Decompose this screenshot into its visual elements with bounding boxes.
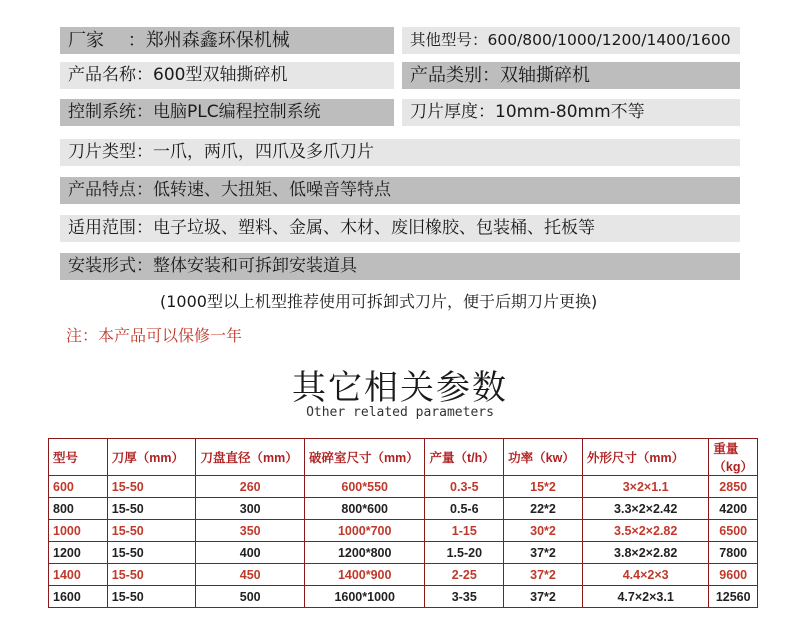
parameters-table xyxy=(48,438,758,608)
cell-blade-thickness: 15-50 xyxy=(107,520,196,542)
warranty-note: 注：本产品可以保修一年 xyxy=(66,326,243,345)
manufacturer-bar xyxy=(60,27,394,54)
cell-output: 2-25 xyxy=(425,564,504,586)
cell-weight: 12560 xyxy=(709,586,758,608)
cell-dimensions: 3.5×2×2.82 xyxy=(582,520,709,542)
cell-disc-diameter: 260 xyxy=(196,476,304,498)
cell-blade-thickness: 15-50 xyxy=(107,564,196,586)
cell-chamber-size: 1600*1000 xyxy=(304,586,425,608)
cell-chamber-size: 800*600 xyxy=(304,498,425,520)
product-category-bar xyxy=(402,62,740,89)
cell-blade-thickness: 15-50 xyxy=(107,476,196,498)
section-title: 其它相关参数 xyxy=(292,368,508,408)
header-blade-thickness: 刀厚（mm） xyxy=(107,439,196,476)
cell-chamber-size: 1200*800 xyxy=(304,542,425,564)
header-disc-diameter: 刀盘直径（mm） xyxy=(196,439,304,476)
cell-weight: 4200 xyxy=(709,498,758,520)
table-row xyxy=(49,498,758,520)
blade-type-bar xyxy=(60,139,740,166)
cell-dimensions: 3×2×1.1 xyxy=(582,476,709,498)
cell-power: 37*2 xyxy=(504,586,583,608)
cell-blade-thickness: 15-50 xyxy=(107,586,196,608)
other-models-bar xyxy=(402,27,740,54)
table-header-row xyxy=(49,439,758,476)
blade-type-text: 刀片类型：一爪，两爪，四爪及多爪刀片 xyxy=(68,142,374,162)
cell-dimensions: 3.3×2×2.42 xyxy=(582,498,709,520)
header-output: 产量（t/h） xyxy=(425,439,504,476)
table-row xyxy=(49,542,758,564)
control-system-bar xyxy=(60,99,394,126)
installation-text: 安装形式：整体安装和可拆卸安装道具 xyxy=(68,256,357,276)
control-system-text: 控制系统：电脑PLC编程控制系统 xyxy=(68,102,321,122)
other-models-text: 其他型号：600/800/1000/1200/1400/1600 xyxy=(410,31,731,49)
table-row xyxy=(49,520,758,542)
features-bar xyxy=(60,177,740,204)
product-name-text: 产品名称：600型双轴撕碎机 xyxy=(68,65,288,85)
table-row xyxy=(49,564,758,586)
cell-chamber-size: 1400*900 xyxy=(304,564,425,586)
cell-output: 0.3-5 xyxy=(425,476,504,498)
cell-dimensions: 4.4×2×3 xyxy=(582,564,709,586)
cell-disc-diameter: 300 xyxy=(196,498,304,520)
cell-model: 600 xyxy=(49,476,108,498)
cell-chamber-size: 600*550 xyxy=(304,476,425,498)
cell-disc-diameter: 350 xyxy=(196,520,304,542)
application-text: 适用范围：电子垃圾、塑料、金属、木材、废旧橡胶、包装桶、托板等 xyxy=(68,218,595,238)
cell-chamber-size: 1000*700 xyxy=(304,520,425,542)
cell-power: 37*2 xyxy=(504,564,583,586)
product-category-text: 产品类别：双轴撕碎机 xyxy=(410,65,590,86)
cell-model: 1600 xyxy=(49,586,108,608)
cell-blade-thickness: 15-50 xyxy=(107,542,196,564)
header-chamber-size: 破碎室尺寸（mm） xyxy=(304,439,425,476)
header-model: 型号 xyxy=(49,439,108,476)
cell-power: 37*2 xyxy=(504,542,583,564)
header-power: 功率（kw） xyxy=(504,439,583,476)
table-row xyxy=(49,586,758,608)
manufacturer-text: 厂家 ：郑州森鑫环保机械 xyxy=(68,30,290,51)
cell-output: 1-15 xyxy=(425,520,504,542)
cell-dimensions: 3.8×2×2.82 xyxy=(582,542,709,564)
cell-model: 1200 xyxy=(49,542,108,564)
cell-power: 22*2 xyxy=(504,498,583,520)
cell-disc-diameter: 400 xyxy=(196,542,304,564)
section-subtitle: Other related parameters xyxy=(306,405,494,420)
cell-weight: 2850 xyxy=(709,476,758,498)
header-weight: 重量（kg） xyxy=(709,439,758,476)
cell-disc-diameter: 450 xyxy=(196,564,304,586)
recommendation-note: (1000型以上机型推荐使用可拆卸式刀片，便于后期刀片更换) xyxy=(160,292,598,311)
features-text: 产品特点：低转速、大扭矩、低噪音等特点 xyxy=(68,180,391,200)
table-row xyxy=(49,476,758,498)
blade-thickness-text: 刀片厚度：10mm-80mm不等 xyxy=(410,102,645,122)
cell-model: 1000 xyxy=(49,520,108,542)
cell-output: 3-35 xyxy=(425,586,504,608)
cell-disc-diameter: 500 xyxy=(196,586,304,608)
application-bar xyxy=(60,215,740,242)
cell-weight: 6500 xyxy=(709,520,758,542)
header-dimensions: 外形尺寸（mm） xyxy=(582,439,709,476)
cell-power: 15*2 xyxy=(504,476,583,498)
product-name-bar xyxy=(60,62,394,89)
installation-bar xyxy=(60,253,740,280)
cell-output: 0.5-6 xyxy=(425,498,504,520)
cell-model: 800 xyxy=(49,498,108,520)
cell-dimensions: 4.7×2×3.1 xyxy=(582,586,709,608)
cell-blade-thickness: 15-50 xyxy=(107,498,196,520)
cell-weight: 7800 xyxy=(709,542,758,564)
cell-model: 1400 xyxy=(49,564,108,586)
cell-output: 1.5-20 xyxy=(425,542,504,564)
blade-thickness-bar xyxy=(402,99,740,126)
cell-weight: 9600 xyxy=(709,564,758,586)
cell-power: 30*2 xyxy=(504,520,583,542)
